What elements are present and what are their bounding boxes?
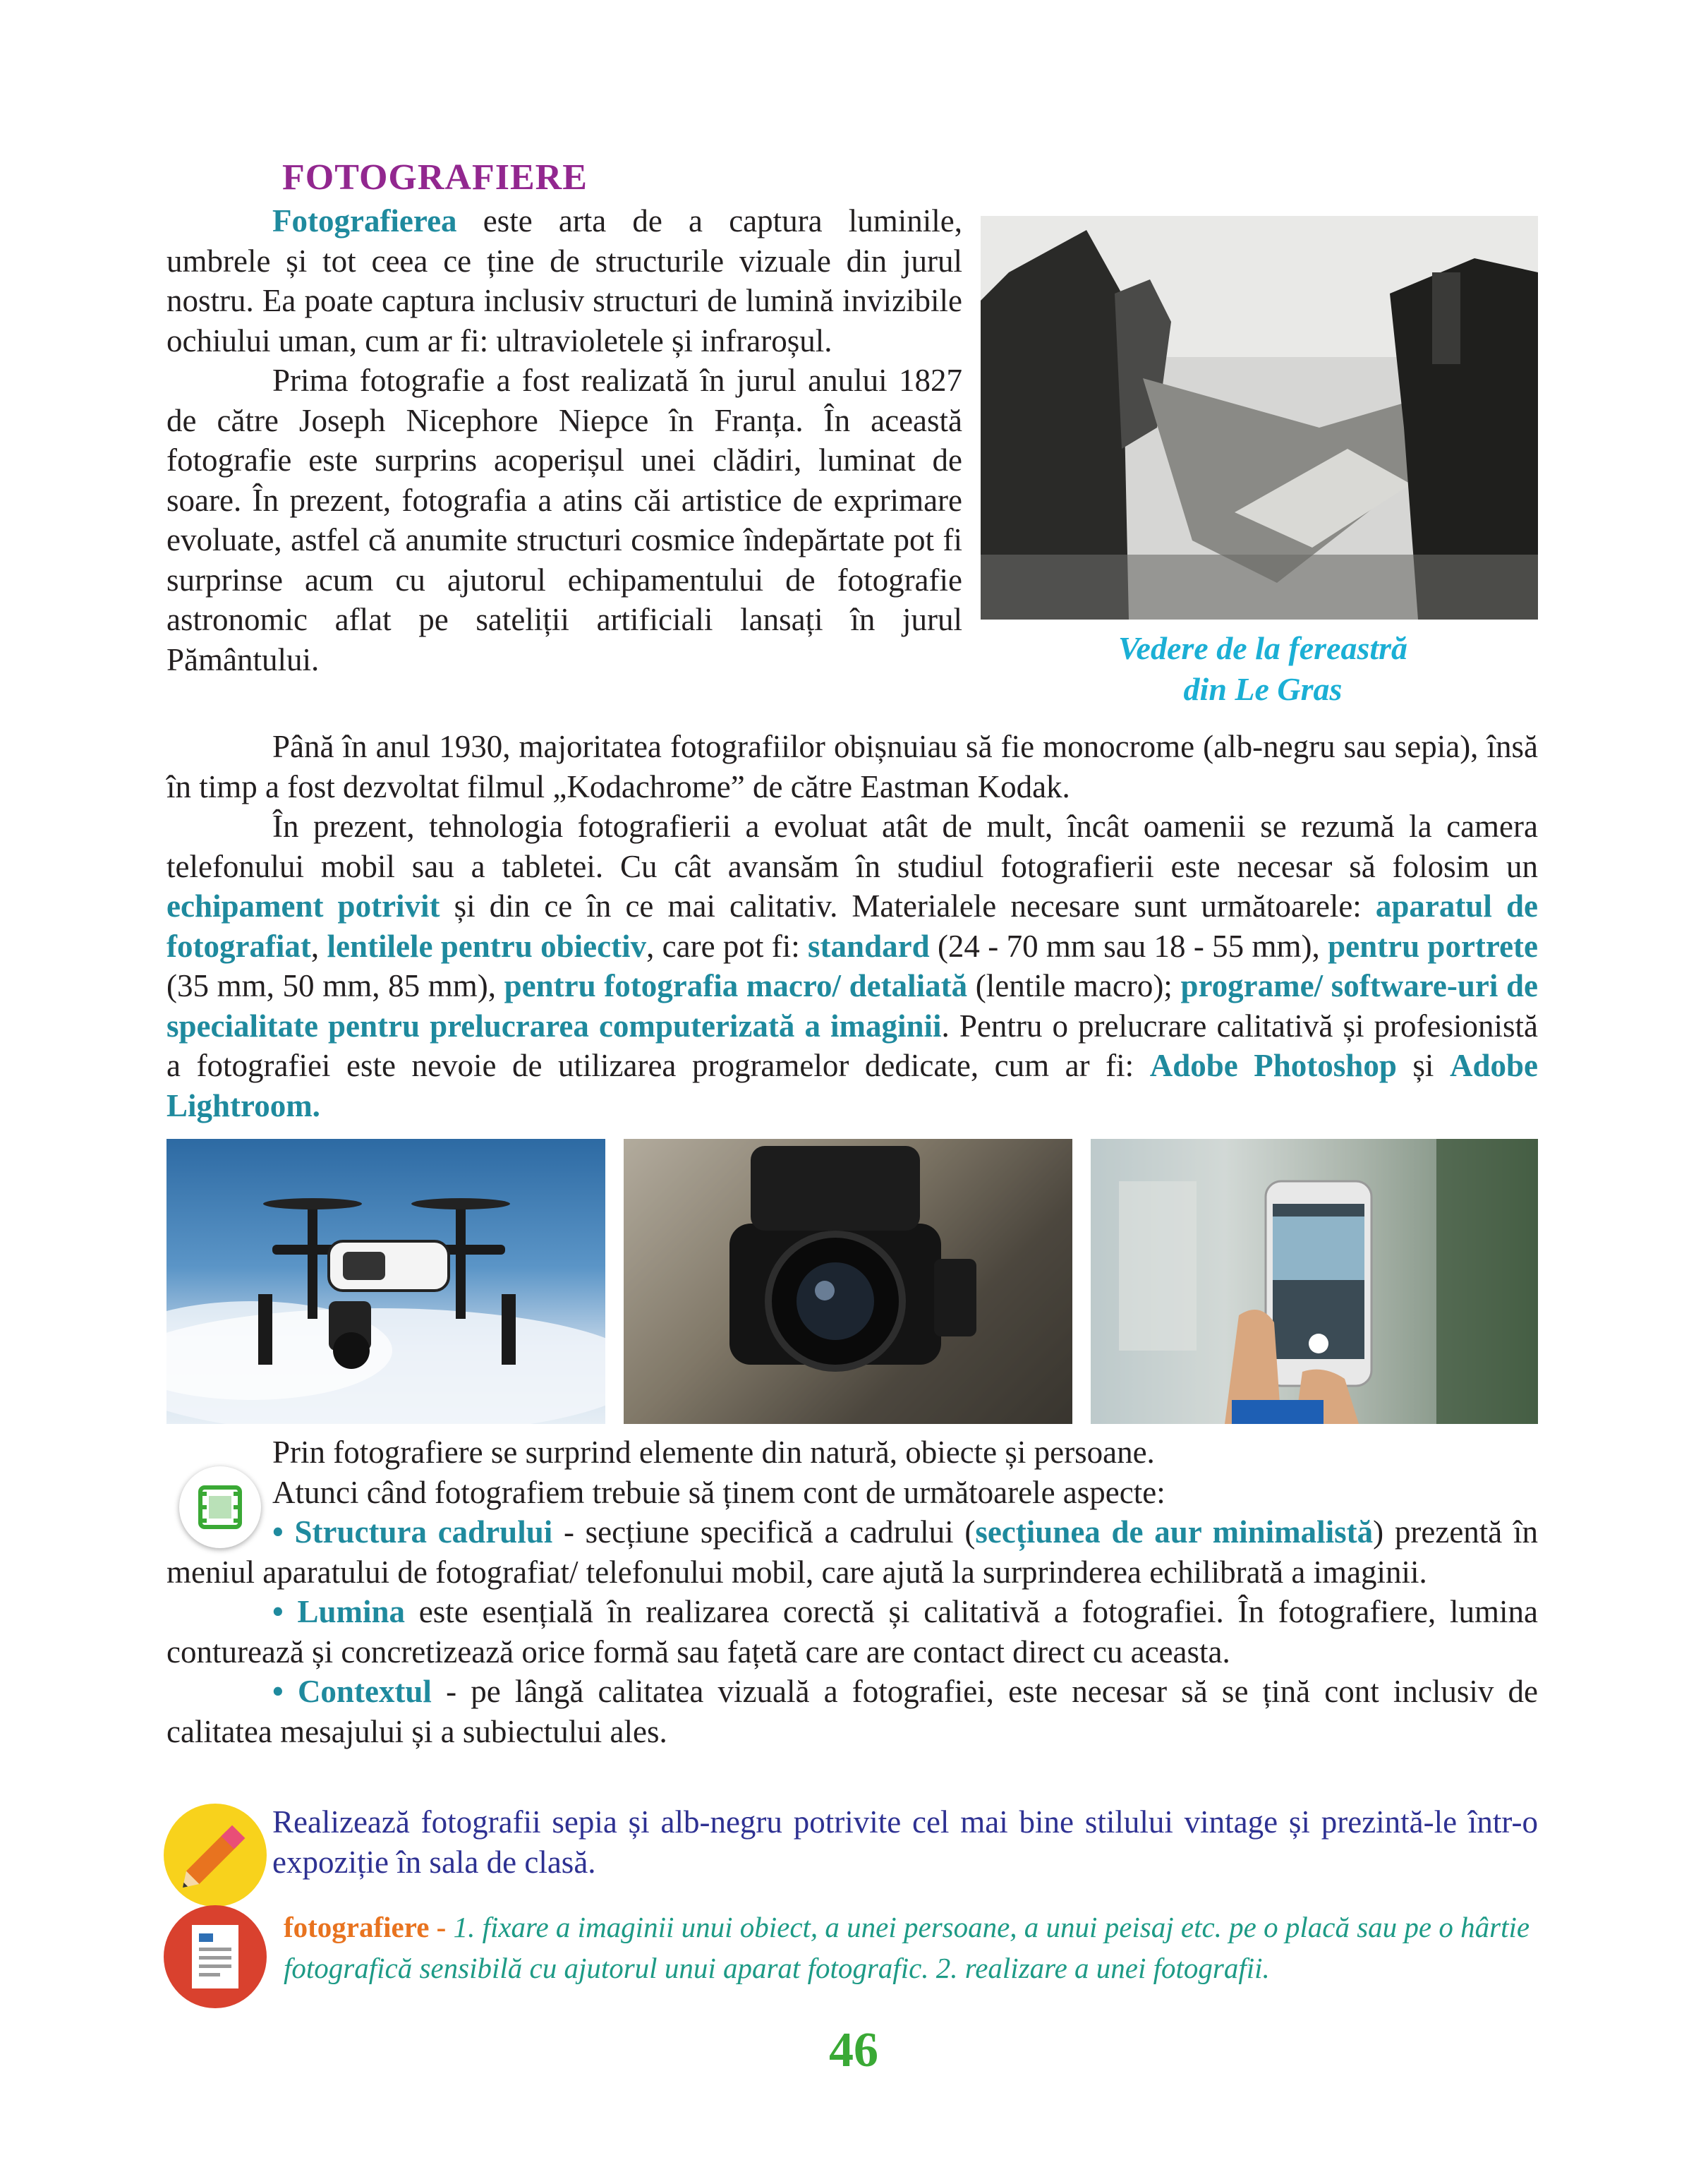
aspects-text bbox=[166, 1432, 1538, 1751]
aspect-context bbox=[166, 1672, 1538, 1751]
text-span: , bbox=[310, 928, 327, 964]
keyword: secțiunea de aur minimalistă bbox=[975, 1514, 1374, 1550]
text-span: . Pentru o prelucrare calitativă și profesionistă a fotografiei este nevoie de utilizarea programelor dedicate, cum ar fi: bbox=[166, 1008, 1538, 1083]
paragraph-kodachrome: Până în anul 1930, majoritatea fotografiilor obișnuiau să fie monocrome (alb-negru sau sepia), însă în timp a fost dezvoltat filmul „Kodachrome” de către Eastman Kodak. bbox=[166, 729, 1538, 804]
keyword: pentru portrete bbox=[1328, 928, 1538, 964]
intro-paragraph-1 bbox=[166, 201, 962, 361]
keyword: Lumina bbox=[297, 1594, 406, 1629]
text-span: (35 mm, 50 mm, 85 mm), bbox=[166, 968, 504, 1003]
keyword: standard bbox=[808, 928, 930, 964]
aspects-intro-1: Prin fotografiere se surprind elemente din natură, obiecte și persoane. bbox=[272, 1435, 1155, 1470]
text-span: - secțiune specifică a cadrului ( bbox=[552, 1514, 976, 1550]
page-number: 46 bbox=[829, 2023, 878, 2077]
keyword: Contextul bbox=[297, 1674, 432, 1709]
smartphone-illustration bbox=[1091, 1139, 1538, 1424]
keyword: Adobe Photoshop bbox=[1149, 1048, 1397, 1083]
intro-paragraph-2: Prima fotografie a fost realizată în jurul anului 1827 de către Joseph Nicephore Niepce în Franța. În această fotografie este surprins acoperișul unei clădiri, luminat de soare. În prezent, fotografia a atins căi artistice de exprimare evoluate, astfel că anumite structuri cosmice îndepărtate pot fi surprinse acum cu ajutorul echipamentului de fotografie astronomic aflat pe sateliții artificiali lansați în jurul Pământului. bbox=[166, 363, 962, 677]
photo-caption-line-2: din Le Gras bbox=[1183, 671, 1343, 707]
text-span: , care pot fi: bbox=[646, 928, 808, 964]
text-span: este esențială în realizarea corectă și calitativă a fotografiei. În fotografiere, lumina conturează și concretizează orice formă sau fațetă care are contact direct cu aceasta. bbox=[166, 1594, 1538, 1670]
aspects-intro-2: Atunci când fotografiem trebuie să ținem cont de următoarele aspecte: bbox=[272, 1474, 1165, 1510]
intro-text bbox=[166, 201, 962, 680]
photo-caption bbox=[1058, 628, 1467, 710]
keyword: Fotografierea bbox=[272, 203, 457, 239]
bullet: • bbox=[272, 1514, 284, 1550]
aspect-frame-structure bbox=[166, 1512, 1538, 1592]
definition-text: 1. fixare a imaginii unui obiect, a unei persoane, a unui peisaj etc. pe o placă sau pe o hârtie fotografică sensibilă cu ajutorul unui aparat fotografic. 2. realizare a unei fotografii. bbox=[284, 1911, 1530, 1984]
definition-term: fotografiere - bbox=[284, 1911, 447, 1943]
text-span: În prezent, tehnologia fotografierii a evoluat atât de mult, încât oamenii se rezumă la camera telefonului mobil sau a tabletei. Cu cât avansăm în studiul fotografierii este necesar să folosim un bbox=[166, 809, 1538, 884]
glossary-definition bbox=[284, 1907, 1538, 1988]
pencil-glyph bbox=[164, 1804, 267, 1907]
document-icon bbox=[164, 1905, 267, 2008]
historic-photo-illustration bbox=[981, 216, 1538, 620]
page-title: FOTOGRAFIERE bbox=[282, 157, 588, 198]
text-span: (24 - 70 mm sau 18 - 55 mm), bbox=[929, 928, 1328, 964]
smartphone-photo bbox=[1091, 1139, 1538, 1424]
document-glyph bbox=[164, 1905, 267, 2008]
keyword: programe/ software-uri de specialitate pentru prelucrarea computerizată a imaginii bbox=[166, 968, 1538, 1044]
historic-photo-le-gras bbox=[981, 216, 1538, 620]
text-span: ) prezentă în meniul aparatului de fotografiat/ telefonului mobil, care ajută la surprinderea echilibrată a imaginii. bbox=[166, 1514, 1538, 1590]
middle-text bbox=[166, 727, 1538, 1125]
drone-illustration bbox=[166, 1139, 605, 1424]
paragraph-equipment bbox=[166, 807, 1538, 1125]
camera-illustration bbox=[624, 1139, 1072, 1424]
photo-caption-line-1: Vedere de la fereastră bbox=[1118, 630, 1408, 666]
text-span: și bbox=[1396, 1048, 1450, 1083]
keyword: Adobe Lightroom. bbox=[166, 1048, 1539, 1123]
keyword: lentilele pentru obiectiv bbox=[327, 928, 647, 964]
bullet: • bbox=[272, 1594, 284, 1629]
paragraph-text: este arta de a captura luminile, umbrele și tot ceea ce ține de structurile vizuale din jurul nostru. Ea poate captura inclusiv structuri de lumină invizibile ochiului uman, cum ar fi: ultravioletele și infraroșul. bbox=[166, 203, 962, 358]
bullet: • bbox=[272, 1674, 284, 1709]
aspect-light bbox=[166, 1592, 1538, 1672]
pencil-icon bbox=[164, 1804, 267, 1907]
text-span: (lentile macro); bbox=[967, 968, 1181, 1003]
keyword: aparatul de fotografiat bbox=[166, 888, 1539, 964]
text-span: - pe lângă calitatea vizuală a fotografiei, este necesar să se țină cont inclusiv de calitatea mesajului și a subiectului ales. bbox=[166, 1674, 1538, 1749]
video-camera-photo bbox=[624, 1139, 1072, 1424]
keyword: Structura cadrului bbox=[294, 1514, 553, 1550]
drone-photo bbox=[166, 1139, 605, 1424]
text-span: și din ce în ce mai calitativ. Materialele necesare sunt următoarele: bbox=[440, 888, 1376, 924]
activity-task: Realizează fotografii sepia și alb-negru potrivite cel mai bine stilului vintage și prezintă-le într-o expoziție în sala de clasă. bbox=[272, 1804, 1538, 1880]
keyword: pentru fotografia macro/ detaliată bbox=[504, 968, 968, 1003]
keyword: echipament potrivit bbox=[166, 888, 440, 924]
